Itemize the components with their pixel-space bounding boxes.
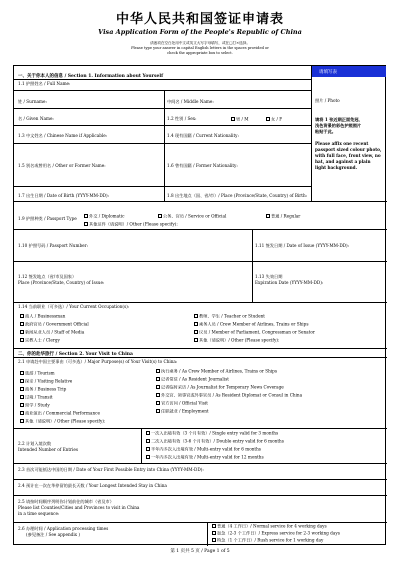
label-passport-number: 1.10 护照号码 / Passport Number: xyxy=(18,243,89,248)
checkbox[interactable] xyxy=(156,393,160,397)
entry-multi-12[interactable]: 一年内多次入出境有效 / Multi-entry valid for 12 months xyxy=(144,455,264,460)
other-type-checkbox[interactable] xyxy=(84,222,88,226)
occ-government[interactable]: 政府官员 / Government Official xyxy=(18,322,89,327)
occ-crew[interactable]: 乘务人员 / Crew Member of Airlines, Trains or Ships xyxy=(192,322,308,327)
label-former-nationality: 1.6 曾有国籍 / Former Nationality: xyxy=(167,163,238,168)
label-current-nationality: 1.4 现有国籍 / Current Nationality: xyxy=(167,133,239,138)
section2-heading: 二、你的赴华旅行 / Section 2. Your Visit to China xyxy=(18,352,133,357)
occ-clergy[interactable]: 宗教人士 / Clergy xyxy=(18,338,60,343)
purpose-crew[interactable]: 执行乘务 / As Crew Member of Airlines, Trains or Ships xyxy=(154,369,277,374)
instructions-en-1: Please type your answer in capital English letters in the spaces provided or xyxy=(131,46,269,50)
option-male[interactable]: 男 / M xyxy=(229,117,249,122)
label-occupation: 1.14 当前职业（可多选）/ Your Current Occupation(s): xyxy=(18,304,130,309)
occ-teacher[interactable]: 教师、学生 / Teacher or Student xyxy=(192,314,265,319)
male-checkbox[interactable] xyxy=(231,117,235,121)
option-service[interactable]: 公务、官员 / Service or Official xyxy=(156,214,226,219)
purpose-other[interactable]: 其他（请说明）/ Other (Please specify): xyxy=(18,419,105,424)
label-purpose: 2.1 申请赴中国主要事由（可多选）/ Major Purpose(s) of Your Visit(s) to China: xyxy=(18,359,178,364)
checkbox[interactable] xyxy=(20,379,24,383)
purpose-business[interactable]: 商务 / Business Trip xyxy=(18,387,66,392)
entry-double[interactable]: 二次入出境有效（3-6 个月有效）/ Double entry valid for 6 months xyxy=(144,439,284,444)
option-regular[interactable]: 普通 / Regular xyxy=(264,214,300,219)
checkbox[interactable] xyxy=(20,371,24,375)
checkbox[interactable] xyxy=(156,409,160,413)
proc-rush[interactable]: 特急（1 个工作日）/ Rush service for 1 working day xyxy=(210,538,323,543)
entry-single[interactable]: 一次入出境有效（3 个月有效）/ Single entry valid for 3 months xyxy=(144,431,278,436)
proc-express[interactable]: 加急（2-3 个工作日）/ Express service for 2-3 working days xyxy=(210,531,340,536)
photo-label: 照片 / Photo xyxy=(315,98,340,103)
label-cities-cn: 2.5 请按时间顺序列明你计划前往的城市（省及市） xyxy=(18,499,114,504)
purpose-performance[interactable]: 商业演出 / Commercial Performance xyxy=(18,411,100,416)
checkbox[interactable] xyxy=(20,419,24,423)
purpose-official[interactable]: 官方访问 / Official Visit xyxy=(154,401,208,406)
label-full-name: 1.1 护照姓名 / Full Name: xyxy=(18,81,71,86)
label-surname: 姓 / Surname: xyxy=(18,99,47,104)
occ-media[interactable]: 新闻从业人员 / Staff of Media xyxy=(18,330,84,335)
purpose-journalist[interactable]: 记者常驻 / As Resident Journalist xyxy=(154,377,229,382)
checkbox[interactable] xyxy=(156,377,160,381)
label-processing-appendix: (参见备注 / See appendix ) xyxy=(26,532,80,537)
purpose-study[interactable]: 留学 / Study xyxy=(18,403,50,408)
checkbox[interactable] xyxy=(212,531,216,535)
checkbox[interactable] xyxy=(194,338,198,342)
purpose-employment[interactable]: 任职就业 / Employment xyxy=(154,409,209,414)
purpose-tourism[interactable]: 旅游 / Tourism xyxy=(18,371,55,376)
label-middle-name: 中间名 / Middle Name: xyxy=(167,99,214,104)
form-subtitle: Visa Application Form of the People's Republic of China xyxy=(98,28,302,36)
service-checkbox[interactable] xyxy=(158,214,162,218)
checkbox[interactable] xyxy=(20,387,24,391)
checkbox[interactable] xyxy=(194,322,198,326)
label-expiry-en: Expiration Date (YYYY-MM-DD): xyxy=(255,280,324,285)
occ-other[interactable]: 其他（请说明）/ Other (Please specify): xyxy=(192,338,279,343)
option-other-type[interactable]: 其他证件（请说明）/ Other (Please specify): xyxy=(82,222,178,227)
purpose-temp-journalist[interactable]: 记者临时采访 / As Journalist for Temporary News Coverage xyxy=(154,385,284,390)
checkbox[interactable] xyxy=(146,455,150,459)
office-use-header: 请填写表 xyxy=(311,66,386,77)
label-stay: 2.4 预计在一次在华停留的最长天数 / Your Longest Intended Stay in China xyxy=(18,483,167,488)
option-female[interactable]: 女 / F xyxy=(264,117,282,122)
purpose-diplomat[interactable]: 外交官、领事官或外事官员 / As Resident Diplomat or Consul in China xyxy=(154,393,302,398)
label-processing: 2.6 办理时间 / Application processing times xyxy=(18,526,109,531)
checkbox[interactable] xyxy=(146,439,150,443)
proc-normal[interactable]: 普通（4 工作日）/ Normal service for 4 working days xyxy=(210,524,327,529)
checkbox[interactable] xyxy=(146,447,150,451)
checkbox[interactable] xyxy=(194,314,198,318)
label-place-issue-en: Place (Province/State, Country) of Issue: xyxy=(18,280,105,285)
occ-businessman[interactable]: 商人 / Businessman xyxy=(18,314,65,319)
label-other-name: 1.5 别名或曾用名 / Other or Former Name: xyxy=(18,163,106,168)
diplomatic-checkbox[interactable] xyxy=(84,214,88,218)
checkbox[interactable] xyxy=(146,431,150,435)
checkbox[interactable] xyxy=(20,322,24,326)
option-diplomatic[interactable]: 外交 / Diplomatic xyxy=(82,214,125,219)
checkbox[interactable] xyxy=(156,385,160,389)
occ-parliament[interactable]: 议员 / Member of Parliament, Congressman or Senator xyxy=(192,330,315,335)
checkbox[interactable] xyxy=(156,369,160,373)
label-date-issue: 1.11 签发日期 / Date of Issue (YYYY-MM-DD): xyxy=(255,243,350,248)
label-cities-seq: in a time sequence: xyxy=(18,511,60,516)
label-entries-cn: 2.2 计划入境次数 xyxy=(18,441,52,446)
label-entries-en: Intended Number of Entries xyxy=(18,447,79,452)
label-pob: 1.8 出生地点（国、省/市）/ Place (Province/State, Country) of Birth: xyxy=(167,193,308,198)
checkbox[interactable] xyxy=(20,338,24,342)
page-footer: 第 1 页共 5 页 / Page 1 of 5 xyxy=(170,549,230,554)
checkbox[interactable] xyxy=(156,401,160,405)
checkbox[interactable] xyxy=(194,330,198,334)
female-checkbox[interactable] xyxy=(266,117,270,121)
photo-area[interactable]: 照片 / Photo 请将 1 张近期正面免冠、 浅色背景的彩色护照照片 粘贴于此。 Please affix one recent passport sized colour photo, with full face, front view, no hat, and against a plain light background. xyxy=(315,98,382,170)
label-passport-type: 1.9 护照种类 / Passport Type xyxy=(18,216,77,221)
label-dob: 1.7 出生日期 / Date of Birth (YYYY-MM-DD): xyxy=(18,193,110,198)
checkbox[interactable] xyxy=(20,403,24,407)
checkbox[interactable] xyxy=(212,538,216,542)
label-sex: 1.2 性别 / Sex: xyxy=(167,116,197,121)
purpose-relative[interactable]: 探亲 / Visiting Relative xyxy=(18,379,72,384)
section1-heading: 一、关于你本人的信息 / Section 1. Information about Yourself xyxy=(18,74,163,79)
checkbox[interactable] xyxy=(212,524,216,528)
checkbox[interactable] xyxy=(20,330,24,334)
purpose-transit[interactable]: 过境 / Transit xyxy=(18,395,53,400)
label-expiry-cn: 1.13 失效日期 xyxy=(255,274,283,279)
label-chinese-name: 1.3 中文姓名 / Chinese Name if Applicable: xyxy=(18,133,108,138)
checkbox[interactable] xyxy=(20,395,24,399)
checkbox[interactable] xyxy=(20,314,24,318)
form-title: 中华人民共和国签证申请表 xyxy=(115,12,284,27)
label-given-name: 名 / Given Name: xyxy=(18,116,54,121)
label-cities-en: Please list Counties/Cities and Provinces to visit in China xyxy=(18,505,140,510)
label-place-issue-cn: 1.12 签发地点（省/市及国家） xyxy=(18,274,77,279)
checkbox[interactable] xyxy=(20,411,24,415)
instructions-cn: 请逐项在空白处用中文或英文大写字母填写，或在□打×选择。 xyxy=(150,41,250,45)
label-first-entry: 2.3 首次可能抵达中国的日期 / Date of Your First Possible Entry into China (YYYY-MM-DD): xyxy=(18,467,204,472)
application-form xyxy=(13,65,386,545)
instructions-en-2: check the appropriate box to select. xyxy=(167,51,233,55)
entry-multi-6[interactable]: 半年内多次入出境有效 / Multi-entry valid for 6 months xyxy=(144,447,261,452)
regular-checkbox[interactable] xyxy=(266,214,270,218)
